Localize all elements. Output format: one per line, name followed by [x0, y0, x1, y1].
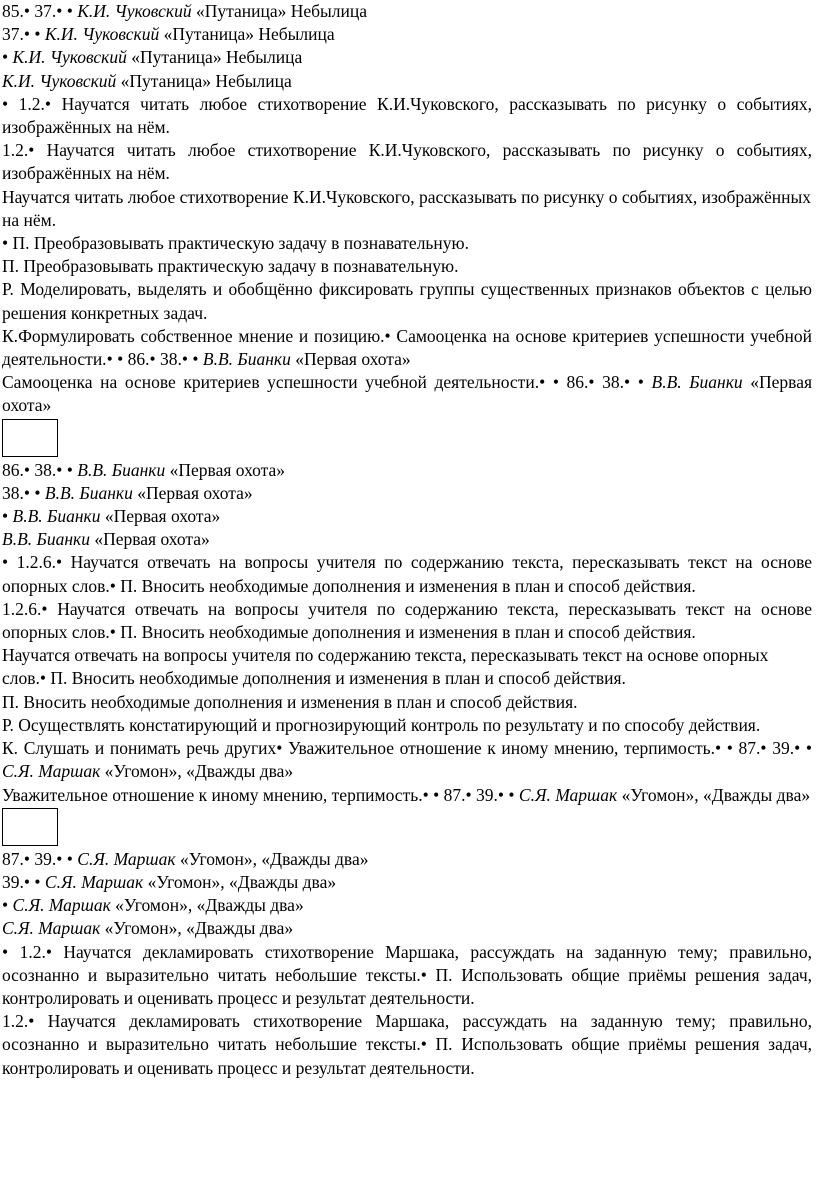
bullet-icon: • — [23, 871, 31, 892]
cognitive-skill: Использовать общие приёмы решения задач, контролировать и оценивать процесс и результат деятельности. — [2, 964, 812, 1008]
lesson-number: 86. — [2, 459, 24, 480]
work-title: «Первая охота» — [2, 372, 813, 416]
bullet-icon: • — [726, 738, 733, 759]
work-title: «Угомон», «Дважды два» — [621, 784, 811, 805]
bullet-icon: • — [2, 93, 9, 114]
cognitive-skill: Использовать общие приёмы решения задач, контролировать и оценивать процесс и результат деятельности. — [2, 1034, 812, 1078]
line-bianki — [2, 528, 812, 551]
cognitive-skill: Вносить необходимые дополнения и изменения в план и способ действия. — [141, 575, 696, 596]
bullet-icon: • — [465, 784, 472, 805]
bullet-icon: • — [66, 848, 73, 869]
work-title: «Угомон», «Дважды два» — [104, 761, 294, 782]
author: В.В. Бианки — [202, 349, 291, 370]
line-bullet-bianki — [2, 505, 812, 528]
bullet-icon: • — [23, 848, 31, 869]
section-number: 1.2. — [2, 1011, 29, 1032]
bullet-icon: • — [41, 598, 48, 619]
bullet-icon: • — [117, 349, 124, 370]
skill-label: Р. — [2, 279, 14, 300]
bullet-icon: • — [66, 1, 73, 21]
bullet-icon: • — [34, 24, 41, 45]
bullet-icon: • — [45, 941, 52, 962]
work-title: «Первая охота» — [169, 459, 286, 480]
skill-label: П. — [435, 964, 453, 985]
bullet-icon: • — [420, 964, 427, 985]
bullet-icon: • — [28, 1011, 35, 1032]
skill-label: П. — [120, 575, 138, 596]
bullet-icon: • — [192, 349, 199, 370]
line-86-bianki — [2, 459, 812, 482]
line-85-chukovsky — [2, 0, 812, 23]
bullet-icon: • — [384, 325, 391, 346]
bullet-icon: • — [624, 372, 631, 393]
bullet-icon: • — [714, 738, 722, 759]
learning-result: Научатся декламировать стихотворение Маршака, рассуждать на заданную тему; правильно, осознанно и выразительно читать небольшие тексты. — [2, 941, 813, 985]
page-number: 37. — [34, 1, 57, 21]
lesson-number: 87. — [738, 738, 761, 759]
bullet-icon: • — [44, 93, 52, 114]
section-number: 1.2. — [18, 93, 45, 114]
work-title: «Угомон», «Дважды два» — [179, 848, 369, 869]
bullet-icon: • — [588, 372, 595, 393]
bullet-icon: • — [760, 738, 767, 759]
regulative-skill: Моделировать, выделять и обобщённо фиксировать группы существенных признаков объектов с целью решения конкретных задач. — [2, 279, 812, 323]
communicative-skill: Слушать и понимать речь других — [23, 738, 277, 759]
section-number: 1.2.6. — [16, 552, 56, 573]
author: К.И. Чуковский — [2, 70, 117, 91]
work-title: «Путаница» Небылица — [163, 24, 335, 45]
author: С.Я. Маршак — [2, 761, 101, 782]
page-number: 39. — [2, 871, 24, 892]
lesson-number: 87. — [443, 784, 466, 805]
lesson-number: 87. — [2, 848, 24, 869]
bullet-icon: • — [508, 784, 515, 805]
para-marshak-result-2 — [2, 1010, 812, 1080]
cognitive-skill: Вносить необходимые дополнения и изменения в план и способ действия. — [71, 668, 626, 689]
line-39-marshak — [2, 871, 812, 894]
bullet-icon: • — [23, 1, 31, 21]
para-chuk-result-2 — [2, 139, 812, 185]
para-bianki-r — [2, 714, 812, 737]
personal-result: Самооценка на основе критериев успешности учебной деятельности. — [2, 372, 540, 393]
line-marshak — [2, 917, 812, 940]
bullet-icon: • — [552, 372, 559, 393]
learning-result: Научатся читать любое стихотворение К.И.Чуковского, рассказывать по рисунку о событиях, изображённых на нём. — [2, 93, 813, 138]
author: К.И. Чуковский — [12, 47, 127, 68]
work-title: «Путаница» Небылица — [131, 47, 303, 68]
page-number: 39. — [476, 784, 498, 805]
bullet-icon: • — [34, 871, 41, 892]
bullet-icon: • — [2, 506, 9, 527]
section-number: 1.2. — [19, 941, 46, 962]
para-chuk-result-3 — [2, 186, 812, 232]
para-chuk-pers — [2, 371, 812, 417]
skill-label: П. — [50, 668, 68, 689]
line-87-marshak — [2, 848, 812, 871]
skill-label: П. — [12, 233, 30, 254]
line-chukovsky — [2, 70, 812, 93]
author: С.Я. Маршак — [44, 871, 144, 892]
para-chuk-k — [2, 325, 812, 371]
bullet-icon: • — [2, 47, 9, 68]
author: В.В. Бианки — [651, 372, 743, 393]
lesson-number: 86. — [127, 349, 150, 370]
page-number: 38. — [34, 459, 57, 480]
work-title: «Угомон», «Дважды два» — [104, 918, 294, 939]
bullet-icon: • — [2, 233, 9, 254]
lesson-number: 85. — [2, 1, 24, 21]
bullet-icon: • — [56, 1, 63, 21]
bullet-icon: • — [276, 738, 283, 759]
bullet-icon: • — [637, 372, 644, 393]
personal-result: Уважительное отношение к иному мнению, терпимость. — [2, 784, 423, 805]
personal-result: Уважительное отношение к иному мнению, терпимость. — [288, 738, 715, 759]
page-number: 39. — [34, 848, 57, 869]
skill-label: П. — [120, 622, 138, 643]
author: В.В. Бианки — [12, 506, 101, 527]
bullet-icon: • — [23, 482, 31, 503]
line-bullet-marshak — [2, 894, 812, 917]
learning-result: Научатся отвечать на вопросы учителя по содержанию текста, пересказывать текст на основе опорных слов. — [2, 552, 813, 596]
work-title: «Первая охота» — [104, 506, 221, 527]
bullet-icon: • — [433, 784, 440, 805]
bullet-icon: • — [109, 622, 116, 643]
bullet-icon: • — [23, 459, 31, 480]
empty-cell-box — [2, 808, 58, 846]
bullet-icon: • — [539, 372, 546, 393]
skill-label: К. — [2, 325, 19, 346]
cognitive-skill: Преобразовывать практическую задачу в познавательную. — [23, 256, 459, 277]
line-chuk-p-1 — [2, 232, 812, 255]
bullet-icon: • — [23, 24, 31, 45]
author: В.В. Бианки — [44, 482, 133, 503]
author: В.В. Бианки — [2, 529, 90, 550]
learning-result: Научатся читать любое стихотворение К.И.Чуковского, рассказывать по рисунку о событиях, изображённых на нём. — [2, 140, 813, 184]
bullet-icon: • — [181, 349, 188, 370]
author: С.Я. Маршак — [12, 895, 111, 916]
bullet-icon: • — [2, 941, 9, 962]
para-bianki-pers — [2, 784, 812, 807]
author: К.И. Чуковский — [44, 24, 160, 45]
work-title: «Первая охота» — [295, 349, 411, 370]
para-bianki-k — [2, 737, 812, 783]
page-number: 38. — [2, 482, 24, 503]
bullet-icon: • — [106, 349, 113, 370]
page-number: 39. — [772, 738, 795, 759]
para-bianki-result-1 — [2, 551, 812, 597]
bullet-icon: • — [149, 349, 156, 370]
regulative-skill: Осуществлять констатирующий и прогнозирующий контроль по результату и по способу действия. — [18, 714, 761, 735]
communicative-skill: Формулировать собственное мнение и позицию. — [18, 325, 385, 346]
bullet-icon: • — [109, 575, 116, 596]
line-37-chukovsky — [2, 23, 812, 46]
para-chuk-result-1 — [2, 93, 812, 139]
bullet-icon: • — [66, 459, 73, 480]
learning-result: Научатся отвечать на вопросы учителя по содержанию текста, пересказывать текст на основе опорных слов. — [2, 645, 769, 689]
work-title: «Первая охота» — [137, 482, 253, 503]
author: С.Я. Маршак — [518, 784, 618, 805]
work-title: «Угомон», «Дважды два» — [147, 871, 337, 892]
author: С.Я. Маршак — [77, 848, 176, 869]
para-bianki-result-3 — [2, 644, 812, 690]
para-chuk-r — [2, 278, 812, 324]
page-number: 37. — [2, 24, 24, 45]
bullet-icon: • — [497, 784, 505, 805]
bullet-icon: • — [794, 738, 801, 759]
skill-label: П. — [2, 256, 20, 277]
page-number: 38. — [602, 372, 625, 393]
bullet-icon: • — [56, 848, 63, 869]
skill-label: К. — [2, 738, 19, 759]
work-title: «Путаница» Небылица — [120, 70, 292, 91]
bullet-icon: • — [55, 552, 63, 573]
author: С.Я. Маршак — [2, 918, 101, 939]
skill-label: П. — [435, 1034, 453, 1055]
bullet-icon: • — [56, 459, 63, 480]
bullet-icon: • — [28, 140, 35, 161]
work-title: «Первая охота» — [94, 529, 210, 550]
learning-result: Научатся отвечать на вопросы учителя по содержанию текста, пересказывать текст на основе опорных слов. — [2, 598, 812, 643]
cognitive-skill: Вносить необходимые дополнения и изменения в план и способ действия. — [141, 622, 696, 643]
learning-result: Научатся читать любое стихотворение К.И.Чуковского, рассказывать по рисунку о событиях, изображённых на нём. — [2, 186, 812, 230]
bullet-icon: • — [2, 895, 9, 916]
cognitive-skill: Вносить необходимые дополнения и изменения в план и способ действия. — [23, 691, 578, 712]
skill-label: Р. — [2, 714, 14, 735]
line-bianki-p — [2, 691, 812, 714]
section-number: 1.2. — [2, 140, 29, 161]
bullet-icon: • — [2, 552, 9, 573]
line-chuk-p-2 — [2, 255, 812, 278]
lesson-number: 86. — [566, 372, 589, 393]
bullet-icon: • — [805, 738, 812, 759]
author: В.В. Бианки — [77, 459, 166, 480]
line-bullet-chukovsky — [2, 46, 812, 69]
empty-cell-box — [2, 419, 58, 457]
line-38-bianki — [2, 482, 812, 505]
document-page — [2, 0, 812, 1080]
skill-label: П. — [2, 691, 20, 712]
personal-result: Самооценка на основе критериев успешности учебной деятельности. — [2, 325, 813, 370]
section-number: 1.2.6. — [2, 598, 42, 619]
cognitive-skill: Преобразовывать практическую задачу в познавательную. — [33, 233, 469, 254]
para-marshak-result-1 — [2, 941, 812, 1011]
bullet-icon: • — [420, 1034, 427, 1055]
bullet-icon: • — [39, 668, 47, 689]
work-title: «Угомон», «Дважды два» — [115, 895, 304, 916]
learning-result: Научатся декламировать стихотворение Маршака, рассуждать на заданную тему; правильно, осознанно и выразительно читать небольшие тексты. — [2, 1011, 812, 1055]
work-title: «Путаница» Небылица — [195, 1, 368, 21]
bullet-icon: • — [422, 784, 429, 805]
bullet-icon: • — [34, 482, 41, 503]
page-number: 38. — [159, 349, 182, 370]
author: К.И. Чуковский — [77, 1, 192, 21]
para-bianki-result-2 — [2, 598, 812, 644]
